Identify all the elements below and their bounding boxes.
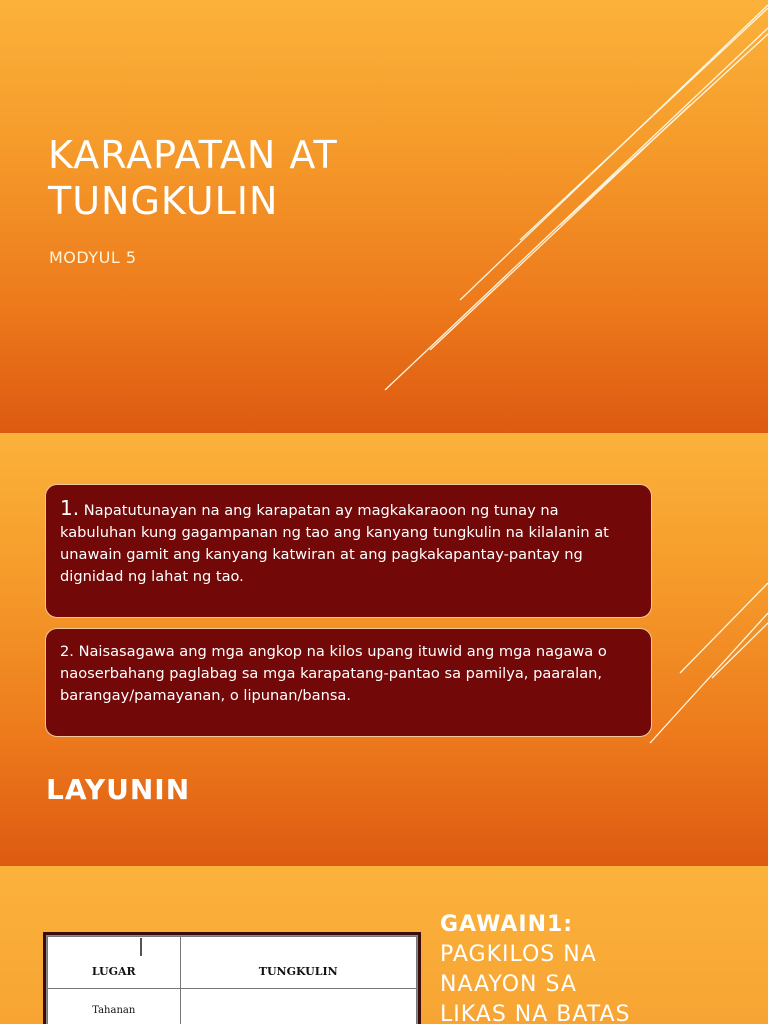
- activity-line-3: LIKAS NA BATAS: [440, 1002, 631, 1024]
- page-title: [48, 132, 468, 224]
- objective-2-text: 2. Naisasagawa ang mga angkop na kilos upang ituwid ang mga nagawa o naoserbahang paglabag sa mga karapatang-pantao sa pamilya, paaralan, barangay/pamayanan, o lipunan/bansa.: [60, 643, 607, 704]
- title-line-2: TUNGKULIN: [48, 179, 279, 223]
- objective-1-number: 1.: [60, 496, 80, 520]
- activity-line-2: NAAYON SA: [440, 972, 577, 997]
- activity-slide: [0, 866, 768, 1024]
- table-image: [43, 932, 421, 1024]
- table-cell-empty: [180, 989, 416, 1024]
- table-header-lugar: LUGAR: [48, 937, 181, 989]
- objectives-slide: [0, 433, 768, 866]
- activity-table: [47, 936, 417, 1024]
- objective-1-text: Napatutunayan na ang karapatan ay magkakaraoon ng tunay na kabuluhan kung gagampanan ng tao ang kanyang tungkulin na kilalanin at unawain gamit ang kanyang katwiran at ang pagkakapantay-pantay ng dignidad ng lahat ng tao.: [60, 502, 609, 585]
- objective-1-box: [45, 484, 652, 618]
- title-line-1: KARAPATAN AT: [48, 133, 338, 177]
- activity-line-1: PAGKILOS NA: [440, 942, 597, 967]
- title-slide: [0, 0, 768, 433]
- table-header-tungkulin: TUNGKULIN: [180, 937, 416, 989]
- section-heading: LAYUNIN: [46, 773, 191, 806]
- activity-title: [440, 910, 740, 1024]
- subtitle: MODYUL 5: [49, 248, 137, 267]
- activity-heading: GAWAIN1:: [440, 912, 574, 937]
- table-cell-tahanan: Tahanan: [48, 989, 181, 1024]
- objective-2-box: [45, 628, 652, 737]
